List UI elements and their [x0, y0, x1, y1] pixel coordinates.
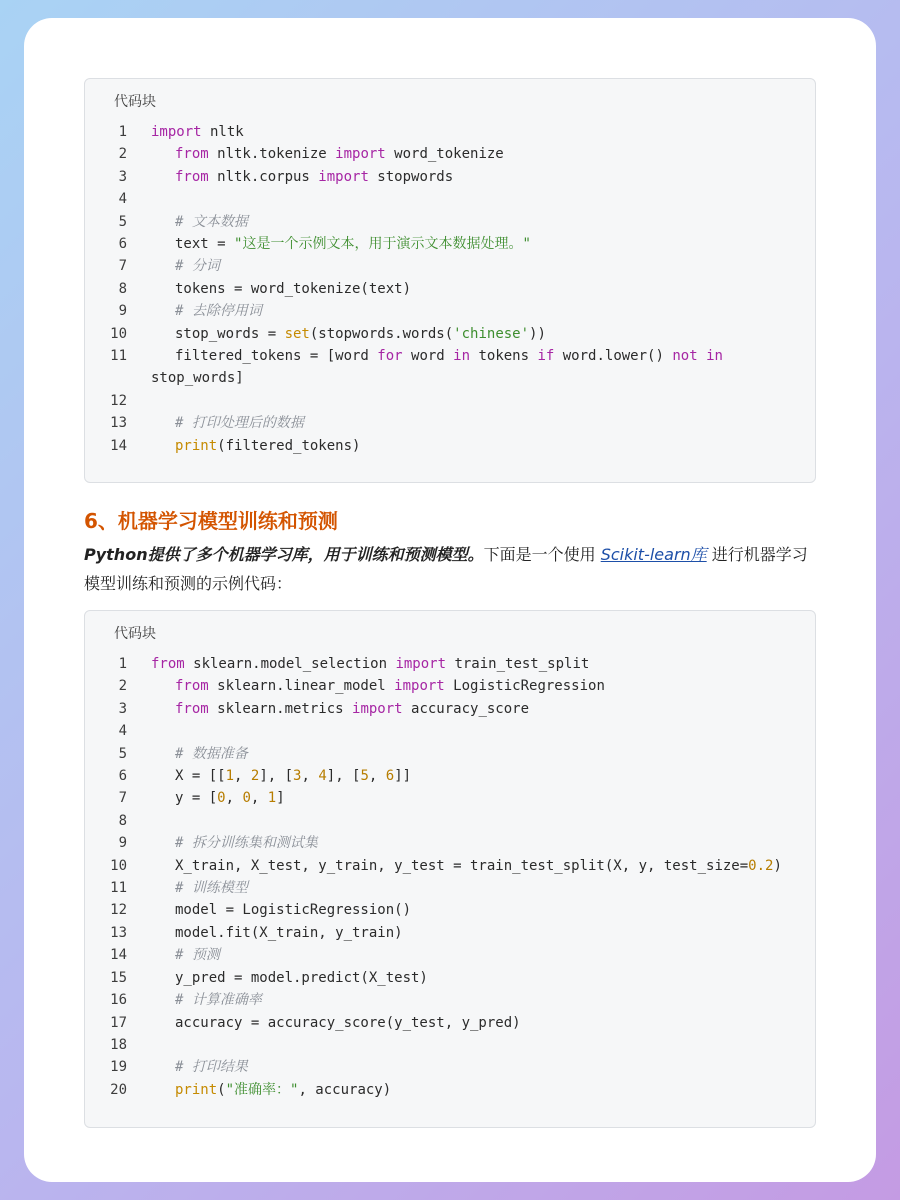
- code-text: [127, 899, 815, 921]
- code-text: [127, 922, 815, 944]
- line-number: 2: [118, 146, 127, 163]
- line-number: 9: [118, 303, 127, 320]
- code-token: sklearn.model_selection: [184, 656, 396, 672]
- code-text: [127, 166, 815, 188]
- code-token: y = [: [175, 790, 218, 807]
- code-token: ,: [234, 768, 251, 785]
- code-token: 6: [385, 768, 395, 785]
- code-token: 0: [242, 790, 251, 807]
- code-block-title: 代码块: [114, 94, 156, 110]
- line-number: 8: [118, 280, 127, 297]
- code-token: 0.2: [748, 857, 774, 874]
- code-line: [85, 121, 815, 143]
- line-number: 4: [118, 723, 127, 740]
- line-number: 14: [110, 947, 127, 964]
- code-token: from: [175, 700, 209, 717]
- line-number: 7: [118, 258, 127, 275]
- code-token: # 打印处理后的数据: [175, 415, 304, 432]
- line-number: 4: [118, 191, 127, 208]
- code-token: # 预测: [175, 947, 220, 964]
- code-text: [127, 367, 815, 389]
- code-token: 5: [360, 768, 369, 785]
- code-line: [85, 323, 815, 345]
- code-line: [85, 1056, 815, 1078]
- line-number: 16: [110, 992, 127, 1009]
- code-token: word: [402, 348, 454, 365]
- code-token: stopwords: [368, 168, 454, 185]
- code-token: sklearn.linear_model: [208, 678, 395, 695]
- code-line: [85, 810, 815, 832]
- code-line: [85, 1034, 815, 1056]
- code-line: [85, 390, 815, 412]
- code-text: [127, 300, 815, 322]
- code-token: tokens: [470, 348, 538, 365]
- code-token: ], [: [326, 768, 361, 785]
- code-block-title: 代码块: [114, 626, 156, 642]
- code-token: LogisticRegression: [444, 678, 605, 695]
- code-text: [127, 1012, 815, 1034]
- code-token: )): [529, 325, 546, 342]
- code-token: 2: [250, 768, 260, 785]
- code-line: [85, 675, 815, 697]
- code-token: model = LogisticRegression(): [175, 902, 412, 919]
- code-token: ): [773, 857, 782, 874]
- line-number: 20: [110, 1081, 127, 1098]
- code-text: [127, 787, 815, 809]
- code-line: [85, 743, 815, 765]
- code-line: [85, 899, 815, 921]
- line-number: 5: [118, 213, 127, 230]
- code-token: 'chinese': [453, 325, 530, 342]
- line-number: 1: [118, 124, 127, 140]
- code-token: from: [151, 656, 185, 672]
- paragraph-emphasis: Python提供了多个机器学习库，用于训练和预测模型。: [84, 545, 484, 564]
- code-token: print: [175, 1081, 218, 1098]
- code-line: [85, 345, 815, 367]
- code-line: [85, 877, 815, 899]
- code-token: text =: [175, 236, 235, 253]
- code-block: [84, 78, 816, 483]
- code-token: 1: [267, 790, 277, 807]
- line-number: 19: [110, 1059, 127, 1076]
- code-token: 3: [293, 768, 302, 785]
- code-text: [127, 255, 815, 277]
- code-token: word_tokenize: [385, 146, 504, 163]
- code-line: [85, 967, 815, 989]
- code-line: [85, 435, 815, 457]
- paragraph-text: 进行机器学习模型训练和预测的示例代码：: [84, 545, 808, 593]
- line-number: 8: [118, 812, 127, 829]
- code-line: [85, 855, 815, 877]
- section-paragraph: [84, 540, 816, 598]
- code-text: [127, 435, 815, 457]
- code-token: # 文本数据: [175, 213, 248, 230]
- paragraph-text: 下面是一个使用: [483, 545, 601, 564]
- code-line: [85, 720, 815, 742]
- code-token: (filtered_tokens): [217, 437, 361, 454]
- document-card: [24, 18, 876, 1182]
- code-token: ], [: [259, 768, 294, 785]
- code-token: accuracy_score: [402, 700, 530, 717]
- code-line: [85, 832, 815, 854]
- code-text: [127, 675, 815, 697]
- code-body: [85, 653, 815, 1101]
- code-token: import: [151, 124, 202, 140]
- line-number: 17: [110, 1014, 127, 1031]
- line-number: 9: [118, 835, 127, 852]
- code-token: , accuracy): [298, 1081, 392, 1098]
- code-text: [127, 188, 815, 210]
- code-text: [127, 989, 815, 1011]
- code-line: [85, 278, 815, 300]
- code-token: import: [395, 656, 447, 672]
- code-line: [85, 211, 815, 233]
- line-number: 15: [110, 969, 127, 986]
- code-token: stop_words]: [151, 370, 244, 387]
- code-text: [127, 211, 815, 233]
- code-line: [85, 1012, 815, 1034]
- code-text: [127, 720, 815, 742]
- code-token: in: [453, 348, 471, 365]
- line-number: 7: [118, 790, 127, 807]
- line-number: 12: [110, 392, 127, 409]
- code-token: [698, 348, 706, 364]
- code-text: [127, 323, 815, 345]
- code-text: [127, 121, 815, 143]
- code-line: [85, 765, 815, 787]
- line-number: 2: [118, 678, 127, 695]
- code-token: nltk.tokenize: [208, 146, 336, 163]
- line-number: 14: [110, 437, 127, 454]
- code-text: [127, 698, 815, 720]
- line-number: 18: [110, 1036, 127, 1053]
- code-token: "准确率：": [225, 1081, 299, 1098]
- line-number: 13: [110, 924, 127, 941]
- code-text: [127, 877, 815, 899]
- code-line: [85, 698, 815, 720]
- line-number: 5: [118, 745, 127, 762]
- code-line: [85, 412, 815, 434]
- code-line: [85, 188, 815, 210]
- code-line: [85, 300, 815, 322]
- code-text: [127, 143, 815, 165]
- code-token: # 数据准备: [175, 745, 248, 762]
- code-text: [127, 345, 815, 367]
- code-text: [127, 233, 815, 255]
- code-text: [127, 1034, 815, 1056]
- code-token: ,: [368, 768, 386, 785]
- code-line: [85, 989, 815, 1011]
- code-line: [85, 255, 815, 277]
- code-line: [85, 233, 815, 255]
- code-line: [85, 922, 815, 944]
- code-token: 4: [318, 768, 327, 785]
- line-number: 3: [118, 168, 127, 185]
- code-token: in: [706, 348, 723, 365]
- code-token: (: [217, 1081, 226, 1098]
- code-token: "这是一个示例文本，用于演示文本数据处理。": [234, 236, 531, 253]
- code-body: [85, 121, 815, 457]
- code-text: [127, 832, 815, 854]
- code-line: [85, 143, 815, 165]
- code-token: # 训练模型: [175, 880, 248, 897]
- line-number: 13: [110, 415, 127, 432]
- code-line: [85, 367, 815, 389]
- code-token: tokens = word_tokenize(text): [175, 280, 412, 297]
- code-token: 0: [217, 790, 226, 807]
- code-token: from: [175, 146, 209, 163]
- scikit-learn-link[interactable]: Scikit-learn库: [600, 545, 707, 564]
- code-token: # 分词: [175, 258, 220, 275]
- code-text: [127, 653, 815, 675]
- line-number: 10: [110, 325, 127, 342]
- code-block: [84, 610, 816, 1128]
- code-text: [127, 944, 815, 966]
- code-token: nltk.corpus: [208, 168, 319, 185]
- code-token: stop_words =: [175, 325, 285, 342]
- code-token: print: [175, 437, 218, 454]
- code-token: ,: [250, 790, 268, 807]
- code-token: sklearn.metrics: [208, 700, 353, 717]
- code-token: import: [394, 678, 445, 695]
- code-token: # 打印结果: [175, 1059, 248, 1076]
- line-number: 6: [118, 768, 127, 785]
- code-token: # 拆分训练集和测试集: [175, 835, 318, 852]
- code-token: for: [377, 348, 403, 365]
- code-text: [127, 390, 815, 412]
- code-line: [85, 944, 815, 966]
- code-text: [127, 810, 815, 832]
- code-token: model.fit(X_train, y_train): [175, 924, 403, 941]
- code-token: import: [335, 146, 386, 163]
- code-token: from: [175, 678, 209, 695]
- code-token: (stopwords.words(: [309, 325, 454, 342]
- code-token: if: [537, 348, 555, 365]
- code-text: [127, 1056, 815, 1078]
- code-token: import: [318, 168, 369, 185]
- code-token: ]: [276, 790, 285, 807]
- code-token: accuracy = accuracy_score(y_test, y_pred): [175, 1014, 521, 1031]
- code-token: filtered_tokens = [word: [175, 348, 378, 365]
- code-token: import: [352, 700, 403, 717]
- line-number: 10: [110, 857, 127, 874]
- code-token: not: [672, 348, 698, 365]
- code-token: 1: [225, 768, 235, 785]
- section-heading: 6、机器学习模型训练和预测: [84, 509, 338, 533]
- code-line: [85, 653, 815, 675]
- code-text: [127, 743, 815, 765]
- code-token: ,: [301, 768, 319, 785]
- code-token: y_pred = model.predict(X_test): [175, 969, 428, 986]
- code-token: # 计算准确率: [175, 992, 262, 1009]
- code-text: [127, 1079, 815, 1101]
- line-number: 12: [110, 902, 127, 919]
- code-token: ,: [225, 790, 243, 807]
- code-text: [127, 967, 815, 989]
- code-token: train_test_split: [446, 656, 590, 672]
- code-text: [127, 412, 815, 434]
- line-number: 6: [118, 236, 127, 253]
- code-token: word.lower(): [554, 348, 673, 365]
- code-token: # 去除停用词: [175, 303, 262, 320]
- line-number: [85, 367, 127, 389]
- code-token: set: [284, 325, 310, 342]
- code-token: from: [175, 168, 209, 185]
- code-token: nltk: [201, 124, 244, 140]
- code-token: ]]: [394, 768, 412, 785]
- code-token: X_train, X_test, y_train, y_test = train_test_split(X, y, test_size=: [175, 857, 749, 874]
- line-number: 11: [110, 348, 127, 365]
- code-text: [127, 855, 815, 877]
- code-line: [85, 787, 815, 809]
- code-token: X = [[: [175, 768, 226, 785]
- code-text: [127, 278, 815, 300]
- line-number: 3: [118, 700, 127, 717]
- code-line: [85, 166, 815, 188]
- line-number: 1: [118, 656, 127, 672]
- code-text: [127, 765, 815, 787]
- code-line: [85, 1079, 815, 1101]
- line-number: 11: [110, 880, 127, 897]
